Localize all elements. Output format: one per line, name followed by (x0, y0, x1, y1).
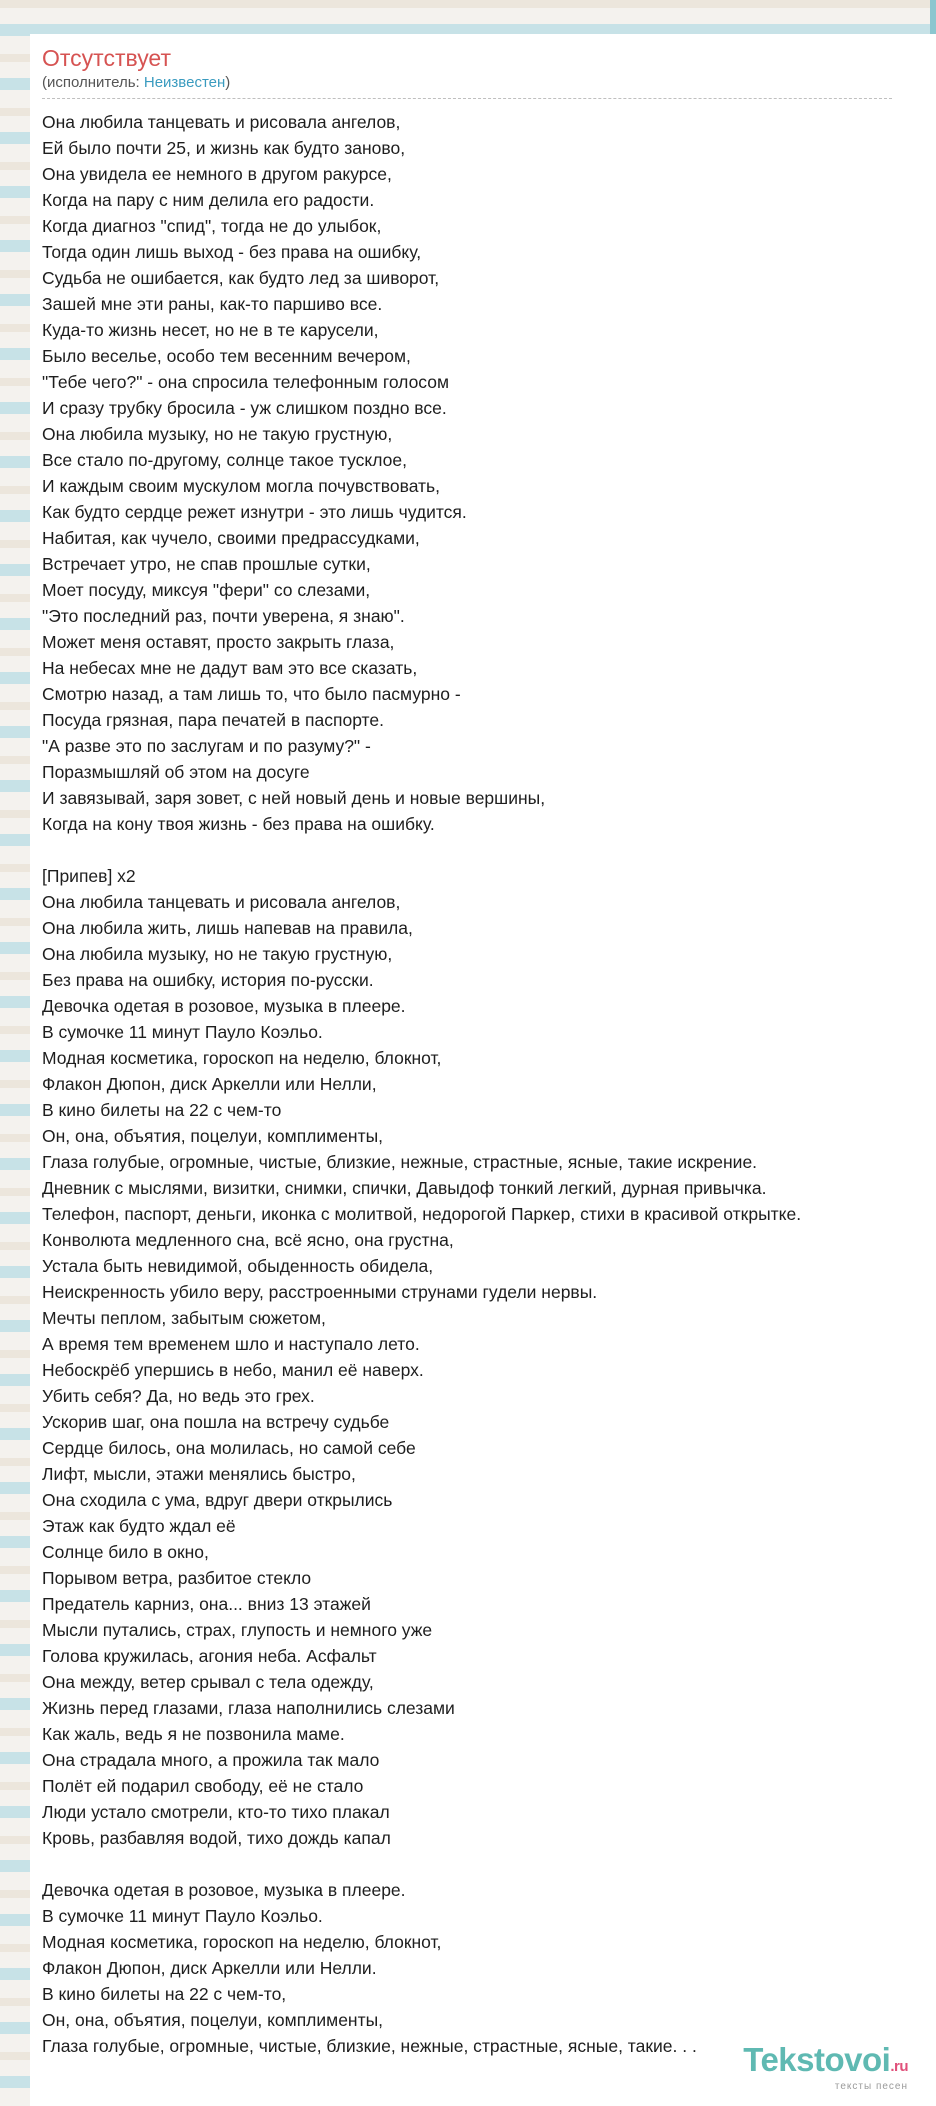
lyric-line: Она страдала много, а прожила так мало (42, 1750, 380, 1770)
lyric-line: "А разве это по заслугам и по разуму?" - (42, 736, 371, 756)
lyric-line: И сразу трубку бросила - уж слишком поздно все. (42, 398, 447, 418)
lyric-line: Когда диагноз "спид", тогда не до улыбок, (42, 216, 382, 236)
lyrics-card (30, 34, 936, 2106)
lyric-line: Может меня оставят, просто закрыть глаза, (42, 632, 395, 652)
lyric-line: Он, она, объятия, поцелуи, комплименты, (42, 1126, 384, 1146)
lyric-line: Порывом ветра, разбитое стекло (42, 1568, 312, 1588)
lyric-line: Как будто сердце режет изнутри - это лишь чудится. (42, 502, 467, 522)
lyric-line: Было веселье, особо тем весенним вечером, (42, 346, 411, 366)
lyric-line: Телефон, паспорт, деньги, иконка с молитвой, недорогой Паркер, стихи в красивой открытке. (42, 1204, 802, 1224)
lyric-line: Она любила танцевать и рисовала ангелов, (42, 112, 401, 132)
lyric-line: Этаж как будто ждал её (42, 1516, 236, 1536)
lyric-line: Девочка одетая в розовое, музыка в плеере. (42, 996, 406, 1016)
lyric-line: Полёт ей подарил свободу, её не стало (42, 1776, 364, 1796)
lyric-line: В кино билеты на 22 с чем-то (42, 1100, 282, 1120)
lyric-line: В кино билеты на 22 с чем-то, (42, 1984, 287, 2004)
lyric-line: Люди устало смотрели, кто-то тихо плакал (42, 1802, 390, 1822)
lyric-line: А время тем временем шло и наступало лето. (42, 1334, 420, 1354)
lyric-line: Сердце билось, она молилась, но самой себе (42, 1438, 416, 1458)
lyric-line: [Припев] x2 (42, 866, 136, 886)
lyric-line: Посуда грязная, пара печатей в паспорте. (42, 710, 384, 730)
lyric-line: Поразмышляй об этом на досуге (42, 762, 310, 782)
lyric-line: Неискренность убило веру, расстроенными струнами гудели нервы. (42, 1282, 598, 1302)
artist-line (42, 74, 936, 92)
lyric-line: Дневник с мыслями, визитки, снимки, спички, Давыдоф тонкий легкий, дурная привычка. (42, 1178, 767, 1198)
lyric-line: Она любила музыку, но не такую грустную, (42, 424, 393, 444)
lyric-line: Без права на ошибку, история по-русски. (42, 970, 374, 990)
logo-subtitle: тексты песен (834, 2081, 908, 2092)
lyric-line: Жизнь перед глазами, глаза наполнились слезами (42, 1698, 455, 1718)
lyric-line: Тогда один лишь выход - без права на ошибку, (42, 242, 422, 262)
site-logo[interactable] (743, 2043, 908, 2092)
song-title: Отсутствует (42, 45, 171, 71)
lyric-line: Глаза голубые, огромные, чистые, близкие, нежные, страстные, ясные, такие искрение. (42, 1152, 758, 1172)
logo-main-text: Tekstovoi (743, 2041, 891, 2078)
lyric-line: Мысли путались, страх, глупость и немного уже (42, 1620, 433, 1640)
lyric-line: И каждым своим мускулом могла почувствовать, (42, 476, 441, 496)
lyric-line: Набитая, как чучело, своими предрассудками, (42, 528, 420, 548)
blank-line (42, 837, 936, 863)
lyric-line: Моет посуду, миксуя "фери" со слезами, (42, 580, 371, 600)
lyric-line: Небоскрёб упершись в небо, манил её наверх. (42, 1360, 424, 1380)
lyric-line: Солнце било в окно, (42, 1542, 209, 1562)
blank-line (42, 1851, 936, 1877)
lyric-line: "Тебе чего?" - она спросила телефонным голосом (42, 372, 450, 392)
lyric-line: Флакон Дюпон, диск Аркелли или Нелли, (42, 1074, 377, 1094)
lyric-line: Она любила музыку, но не такую грустную, (42, 944, 393, 964)
lyric-line: Модная косметика, гороскоп на неделю, блокнот, (42, 1932, 442, 1952)
lyric-line: Глаза голубые, огромные, чистые, близкие, нежные, страстные, ясные, такие. . . (42, 2036, 697, 2056)
lyric-line: Лифт, мысли, этажи менялись быстро, (42, 1464, 356, 1484)
lyric-line: Мечты пеплом, забытым сюжетом, (42, 1308, 326, 1328)
lyrics-text (42, 109, 936, 2059)
lyric-line: Конволюта медленного сна, всё ясно, она грустна, (42, 1230, 454, 1250)
lyric-line: Она между, ветер срывал с тела одежду, (42, 1672, 374, 1692)
lyric-line: В сумочке 11 минут Пауло Коэльо. (42, 1906, 323, 1926)
lyric-line: Встречает утро, не спав прошлые сутки, (42, 554, 371, 574)
lyric-line: Когда на пару с ним делила его радости. (42, 190, 375, 210)
lyric-line: Голова кружилась, агония неба. Асфальт (42, 1646, 377, 1666)
lyric-line: Судьба не ошибается, как будто лед за шиворот, (42, 268, 440, 288)
lyric-line: Зашей мне эти раны, как-то паршиво все. (42, 294, 383, 314)
lyric-line: Ускорив шаг, она пошла на встречу судьбе (42, 1412, 390, 1432)
lyric-line: И завязывай, заря зовет, с ней новый день и новые вершины, (42, 788, 546, 808)
lyric-line: Ей было почти 25, и жизнь как будто заново, (42, 138, 406, 158)
lyric-line: Как жаль, ведь я не позвонила маме. (42, 1724, 345, 1744)
lyric-line: Убить себя? Да, но ведь это грех. (42, 1386, 315, 1406)
lyric-line: Когда на кону твоя жизнь - без права на ошибку. (42, 814, 435, 834)
lyric-line: Она сходила с ума, вдруг двери открылись (42, 1490, 393, 1510)
lyric-line: Она любила жить, лишь напевав на правила, (42, 918, 413, 938)
lyric-line: Куда-то жизнь несет, но не в те карусели, (42, 320, 379, 340)
lyric-line: Девочка одетая в розовое, музыка в плеере. (42, 1880, 406, 1900)
dashed-separator (42, 98, 892, 99)
lyric-line: "Это последний раз, почти уверена, я знаю". (42, 606, 405, 626)
lyric-line: На небесах мне не дадут вам это все сказать, (42, 658, 418, 678)
lyric-line: Предатель карниз, она... вниз 13 этажей (42, 1594, 371, 1614)
artist-prefix: (исполнитель: (42, 74, 144, 91)
logo-wordmark (743, 2043, 908, 2084)
artist-link[interactable]: Неизвестен (143, 74, 226, 91)
lyric-line: Устала быть невидимой, обыденность обидела, (42, 1256, 434, 1276)
lyric-line: Смотрю назад, а там лишь то, что было пасмурно - (42, 684, 461, 704)
lyric-line: В сумочке 11 минут Пауло Коэльо. (42, 1022, 323, 1042)
artist-suffix: ) (225, 74, 231, 91)
lyric-line: Она любила танцевать и рисовала ангелов, (42, 892, 401, 912)
lyric-line: Он, она, объятия, поцелуи, комплименты, (42, 2010, 384, 2030)
lyric-line: Кровь, разбавляя водой, тихо дождь капал (42, 1828, 391, 1848)
lyric-line: Она увидела ее немного в другом ракурсе, (42, 164, 392, 184)
lyric-line: Все стало по-другому, солнце такое тусклое, (42, 450, 407, 470)
lyric-line: Модная косметика, гороскоп на неделю, блокнот, (42, 1048, 442, 1068)
lyric-line: Флакон Дюпон, диск Аркелли или Нелли. (42, 1958, 377, 1978)
logo-suffix: .ru (890, 2058, 908, 2075)
